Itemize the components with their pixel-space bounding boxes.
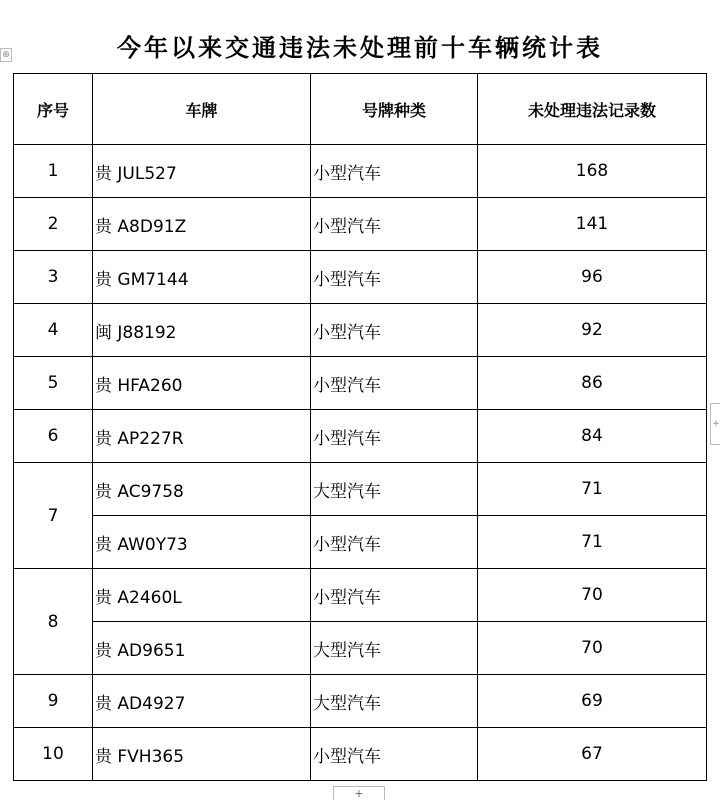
cell-index: 1 bbox=[14, 145, 93, 198]
cell-count: 70 bbox=[478, 569, 707, 622]
cell-count: 67 bbox=[478, 728, 707, 781]
cell-plate: 贵 AD4927 bbox=[93, 675, 311, 728]
table-row bbox=[14, 145, 707, 198]
cell-plate-type: 大型汽车 bbox=[311, 675, 478, 728]
cell-index: 2 bbox=[14, 198, 93, 251]
cell-index: 8 bbox=[14, 569, 93, 675]
cell-plate: 贵 AP227R bbox=[93, 410, 311, 463]
cell-index: 4 bbox=[14, 304, 93, 357]
table-row bbox=[14, 410, 707, 463]
table-header-row bbox=[14, 74, 707, 145]
header-index: 序号 bbox=[14, 74, 93, 145]
cell-plate: 贵 GM7144 bbox=[93, 251, 311, 304]
header-plate: 车牌 bbox=[93, 74, 311, 145]
add-column-handle-icon[interactable]: + bbox=[710, 403, 720, 445]
cell-plate: 贵 AD9651 bbox=[93, 622, 311, 675]
cell-plate-type: 小型汽车 bbox=[311, 198, 478, 251]
table-row bbox=[14, 251, 707, 304]
cell-index: 10 bbox=[14, 728, 93, 781]
cell-index: 5 bbox=[14, 357, 93, 410]
table-row bbox=[14, 728, 707, 781]
header-count: 未处理违法记录数 bbox=[478, 74, 707, 145]
cell-count: 69 bbox=[478, 675, 707, 728]
cell-index: 7 bbox=[14, 463, 93, 569]
cell-plate: 贵 AC9758 bbox=[93, 463, 311, 516]
cell-plate: 贵 A8D91Z bbox=[93, 198, 311, 251]
cell-plate-type: 小型汽车 bbox=[311, 569, 478, 622]
table-row bbox=[14, 198, 707, 251]
cell-count: 86 bbox=[478, 357, 707, 410]
table-row bbox=[14, 569, 707, 622]
cell-index: 6 bbox=[14, 410, 93, 463]
statistics-table bbox=[13, 73, 707, 781]
table-row bbox=[14, 357, 707, 410]
cell-plate: 贵 A2460L bbox=[93, 569, 311, 622]
cell-plate-type: 大型汽车 bbox=[311, 622, 478, 675]
table-row bbox=[14, 516, 707, 569]
cell-count: 96 bbox=[478, 251, 707, 304]
cell-index: 9 bbox=[14, 675, 93, 728]
cell-plate: 贵 FVH365 bbox=[93, 728, 311, 781]
cell-plate: 闽 J88192 bbox=[93, 304, 311, 357]
table-row bbox=[14, 675, 707, 728]
cell-count: 70 bbox=[478, 622, 707, 675]
cell-count: 71 bbox=[478, 516, 707, 569]
cell-count: 141 bbox=[478, 198, 707, 251]
table-row bbox=[14, 463, 707, 516]
table-row bbox=[14, 304, 707, 357]
cell-plate: 贵 AW0Y73 bbox=[93, 516, 311, 569]
cell-count: 71 bbox=[478, 463, 707, 516]
cell-plate-type: 小型汽车 bbox=[311, 357, 478, 410]
cell-plate: 贵 JUL527 bbox=[93, 145, 311, 198]
cell-count: 92 bbox=[478, 304, 707, 357]
table-move-handle-icon[interactable]: ⊕ bbox=[0, 48, 12, 62]
cell-plate-type: 小型汽车 bbox=[311, 516, 478, 569]
cell-plate-type: 小型汽车 bbox=[311, 304, 478, 357]
add-row-handle-icon[interactable]: + bbox=[333, 786, 385, 800]
table-row bbox=[14, 622, 707, 675]
header-plate-type: 号牌种类 bbox=[311, 74, 478, 145]
document-title: 今年以来交通违法未处理前十车辆统计表 bbox=[117, 33, 603, 62]
cell-plate-type: 小型汽车 bbox=[311, 145, 478, 198]
cell-count: 168 bbox=[478, 145, 707, 198]
cell-plate-type: 小型汽车 bbox=[311, 251, 478, 304]
cell-count: 84 bbox=[478, 410, 707, 463]
cell-plate: 贵 HFA260 bbox=[93, 357, 311, 410]
cell-plate-type: 小型汽车 bbox=[311, 410, 478, 463]
cell-index: 3 bbox=[14, 251, 93, 304]
cell-plate-type: 小型汽车 bbox=[311, 728, 478, 781]
cell-plate-type: 大型汽车 bbox=[311, 463, 478, 516]
